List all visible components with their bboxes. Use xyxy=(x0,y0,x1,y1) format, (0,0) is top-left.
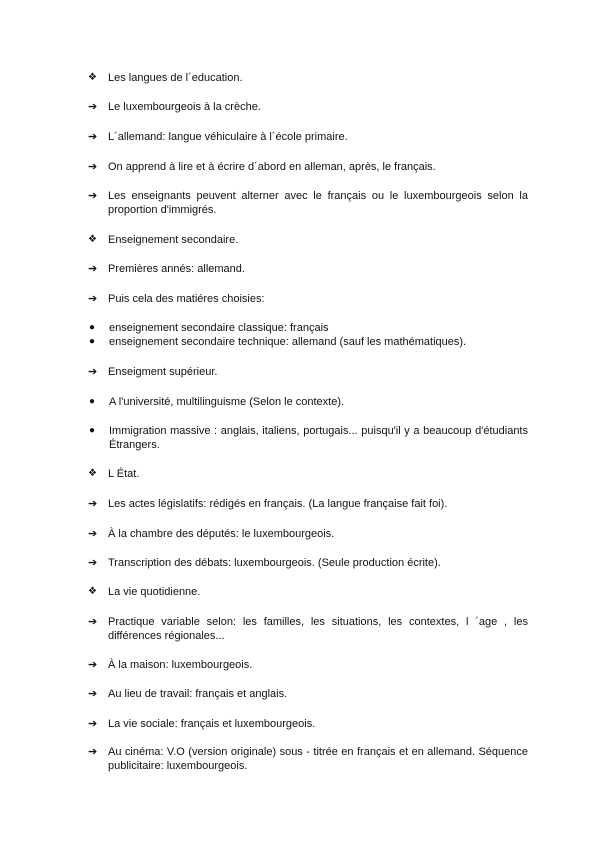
list-item-text: Au cinéma: V.O (version originale) sous - titrée en français et en allemand. Séquence publicitaire: luxembourgeois. xyxy=(108,746,528,772)
diamond-bullet-icon: ❖ xyxy=(88,468,97,479)
list-item xyxy=(88,189,528,217)
list-item-text: La vie quotidienne. xyxy=(108,586,201,598)
list-item-text: Premières annés: allemand. xyxy=(108,263,245,275)
list-item xyxy=(88,365,528,379)
arrow-bullet-icon: ➔ xyxy=(88,659,98,671)
list-item xyxy=(88,497,528,511)
dot-bullet-icon: ● xyxy=(89,425,96,436)
arrow-bullet-icon: ➔ xyxy=(88,688,98,700)
list-item-text: Puis cela des matiéres choisies: xyxy=(108,293,265,305)
list-item-text: Au lieu de travail: français et anglais. xyxy=(108,688,288,700)
list-item-text: A l'université, multilinguisme (Selon le contexte). xyxy=(109,396,345,408)
list-item xyxy=(88,556,528,570)
list-item xyxy=(88,658,528,672)
list-item xyxy=(88,160,528,174)
arrow-bullet-icon: ➔ xyxy=(88,366,98,378)
list-item-text: Le luxembourgeois à la crèche. xyxy=(108,101,261,113)
list-item-text: À la chambre des députés: le luxembourgeois. xyxy=(108,528,335,540)
list-item xyxy=(88,395,528,409)
list-item-text: Les langues de l´education. xyxy=(108,72,243,84)
arrow-bullet-icon: ➔ xyxy=(88,498,98,510)
arrow-bullet-icon: ➔ xyxy=(88,293,98,305)
dot-bullet-icon: ● xyxy=(89,336,96,347)
arrow-bullet-icon: ➔ xyxy=(88,718,98,730)
list-item-text: À la maison: luxembourgeois. xyxy=(108,659,253,671)
list-item-text: L´allemand: langue véhiculaire à l´école primaire. xyxy=(108,131,348,143)
list-item-text: Immigration massive : anglais, italiens, portugais... puisqu'il y a beaucoup d'étudiants Étrangers. xyxy=(109,425,528,451)
list-item xyxy=(88,424,528,452)
arrow-bullet-icon: ➔ xyxy=(88,557,98,569)
list-item-text: Enseigment supérieur. xyxy=(108,366,218,378)
diamond-bullet-icon: ❖ xyxy=(88,586,97,597)
dot-bullet-icon: ● xyxy=(89,396,96,407)
list-item-text: enseignement secondaire classique: français xyxy=(109,322,329,334)
list-item xyxy=(88,717,528,731)
arrow-bullet-icon: ➔ xyxy=(88,161,98,173)
list-item xyxy=(88,100,528,114)
diamond-bullet-icon: ❖ xyxy=(88,72,97,83)
list-item xyxy=(88,262,528,276)
list-item xyxy=(88,321,528,335)
list-item xyxy=(88,687,528,701)
list-item-text: Transcription des débats: luxembourgeois. (Seule production écrite). xyxy=(108,557,441,569)
list-item-text: Practique variable selon: les familles, les situations, les contextes, l ´age , les différences régionales... xyxy=(108,616,528,642)
arrow-bullet-icon: ➔ xyxy=(88,101,98,113)
list-item xyxy=(88,615,528,643)
arrow-bullet-icon: ➔ xyxy=(88,131,98,143)
list-item-text: La vie sociale: français et luxembourgeois. xyxy=(108,718,316,730)
list-item xyxy=(88,130,528,144)
list-item xyxy=(88,527,528,541)
list-item-text: enseignement secondaire technique: allemand (sauf les mathématiques). xyxy=(109,336,467,348)
list-item-text: Les actes législatifs: rédigés en français. (La langue française fait foi). xyxy=(108,498,448,510)
list-item xyxy=(88,745,528,773)
list-item-text: On apprend à lire et à écrire d´abord en alleman, après, le français. xyxy=(108,161,436,173)
arrow-bullet-icon: ➔ xyxy=(88,528,98,540)
list-item xyxy=(88,233,528,247)
list-item xyxy=(88,292,528,306)
arrow-bullet-icon: ➔ xyxy=(88,616,98,628)
arrow-bullet-icon: ➔ xyxy=(88,263,98,275)
dot-bullet-icon: ● xyxy=(89,322,96,333)
arrow-bullet-icon: ➔ xyxy=(88,746,98,758)
list-item-text: L État. xyxy=(108,468,140,480)
list-item xyxy=(88,467,528,481)
list-item-text: Les enseignants peuvent alterner avec le français ou le luxembourgeois selon la proportion d'immigrés. xyxy=(108,190,528,216)
list-item xyxy=(88,335,528,349)
list-item xyxy=(88,71,528,85)
diamond-bullet-icon: ❖ xyxy=(88,234,97,245)
list-item-text: Enseignement secondaire. xyxy=(108,234,239,246)
arrow-bullet-icon: ➔ xyxy=(88,190,98,202)
list-item xyxy=(88,585,528,599)
